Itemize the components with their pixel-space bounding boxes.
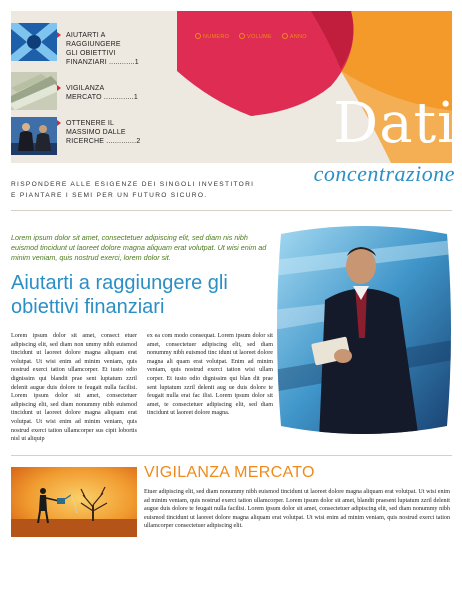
toc-bullet-icon: [57, 85, 61, 91]
lede-paragraph: Lorem ipsum dolor sit amet, consectetuer adipiscing elit, sed diam nis nibh euismod tincidunt ut laoreet dolore magna aliquam erat volutpat. Ut wisi enim ad minim veniam, quis nostrud exerci, lorem dolor sit.: [11, 233, 267, 262]
article-headline: Aiutarti a raggiungere gli obiettivi finanziari: [11, 272, 228, 318]
issue-numero: NUMERO: [203, 34, 230, 40]
issue-info: NUMERO | VOLUME | ANNO: [195, 33, 307, 40]
illustration-watering-tree-icon: [11, 467, 137, 537]
newsletter-title: Dati: [333, 91, 456, 156]
toc-item-3[interactable]: OTTENERE IL MASSIMO DALLE RICERCHE ..............2: [66, 119, 174, 146]
divider: [11, 455, 452, 456]
photo-businessman-icon: [273, 220, 453, 440]
newsletter-subtitle: concentrazione: [313, 161, 455, 186]
section-body: Etuer adipiscing elit, sed diam nonummy nibh euismod tincidunt ut laoreet dolore magna aliquam erat volutpat. Ut wisi enim ad minim veniam, quis nostrud exerci tation ullamcorper. Lorem ipsum dolor sit amet, blandit praesent luptatum zzril delenit augue duis dolore te feugait nulla facilisi. Lorem ipsum dolor sit amet, consectetuer adipiscing elit, sed diam nonummy nibh euismod tincidunt ut laoreet dolore magna aliquam erat volutpat. Ut wisi enim ad minim veniam, quis nostrud exerci tation ullamcorper consectetuer adipiscing elit.: [144, 489, 450, 530]
thumbnail-money-icon: [11, 72, 57, 110]
section-title: VIGILANZA MERCATO: [144, 464, 315, 481]
toc-bullet-icon: [57, 32, 61, 38]
divider: [11, 210, 452, 211]
tagline: RISPONDERE ALLE ESIGENZE DEI SINGOLI INVESTITORI E PIANTARE I SEMI PER UN FUTURO SICURO.: [11, 181, 255, 199]
issue-volume: VOLUME: [246, 34, 273, 40]
toc-bullet-icon: [57, 120, 61, 126]
article-column-1: Lorem ipsum dolor sit amet, consect etuer adipiscing elit, sed diam non ummy nibh euismod tincidunt ut laoreet dolore magna aliquam erat volutpat. Ut wisi enim ad minim veniam, quis nostrud exerci tation ullamcorper. Et iusto odio dignissim qui blandit prae sent luptatum zzril delenit augue duis dolore te feugait nulla facilisi. Lorem ipsum dolor sit amet, consectetuer adipiscing elit, sed diam nonummy nibh euismod tincidunt ut laoreet dolore magna aliquam erat volutpat. Ut wisi enim ad minim veniam, quis nostrud exerci tation ullamcorper sus cipit lobortis nisl ut aliquip: [11, 333, 137, 443]
issue-dot-icon: [239, 33, 245, 39]
issue-dot-icon: [282, 33, 288, 39]
article-body: [11, 332, 273, 444]
issue-dot-icon: [195, 33, 201, 39]
thumbnail-businessmen-icon: [11, 117, 57, 155]
toc-item-2[interactable]: VIGILANZA MERCATO ..............1: [66, 84, 174, 102]
toc-item-1[interactable]: AIUTARTI A RAGGIUNGERE GLI OBIETTIVI FINANZIARI ............1: [66, 31, 174, 67]
article-column-2: ex ea com modo consequat. Lorem ipsum dolor sit amet, consectetuer adipiscing elit, sed diam nonummy nibh euismod tinc idunt ut laoreet dolore magna ali quam erat volutpat. Enim ad minim veniam, quis nostrud exerci tation wisi ullam corper. Et iusto odio dignissim qui blan dit prae sent luptatum zzril delenit aug ue duis dolore te feugait nulla erat fac ilisi. Lorem ipsum dolor sit amet, te consectetuer adipiscing elit, sed diam tincidunt ut laoreet dolore magna.: [147, 333, 273, 417]
thumbnail-blue-abstract-icon: [11, 23, 57, 61]
issue-anno: ANNO: [289, 34, 307, 40]
table-of-contents: [11, 11, 177, 163]
